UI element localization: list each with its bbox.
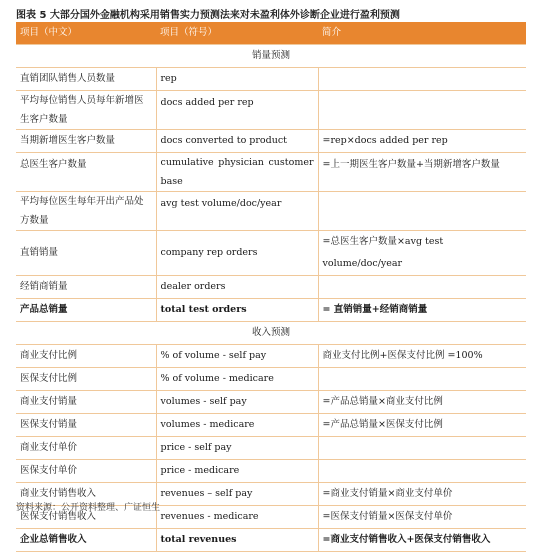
cell-description: =医保支付销量×医保支付单价 — [318, 506, 526, 529]
cell-chinese: 经销商销量 — [16, 276, 156, 299]
cell-symbol: total revenues — [156, 529, 318, 552]
cell-description: =商业支付销售收入+医保支付销售收入 — [318, 529, 526, 552]
cell-chinese: 平均每位销售人员每年新增医生客户数量 — [16, 91, 156, 130]
cell-symbol: docs converted to product — [156, 130, 318, 153]
cell-chinese: 商业支付销售收入 — [16, 483, 156, 506]
cell-chinese: 平均每位医生每年开出产品处方数量 — [16, 192, 156, 231]
cell-chinese: 直销团队销售人员数量 — [16, 68, 156, 91]
cell-symbol: price - medicare — [156, 460, 318, 483]
cell-description — [318, 368, 526, 391]
table-row — [16, 153, 526, 192]
cell-symbol: docs added per rep — [156, 91, 318, 130]
section-label-sales: 销量预测 — [16, 45, 526, 68]
cell-chinese: 总医生客户数量 — [16, 153, 156, 192]
cell-chinese: 医保支付销量 — [16, 414, 156, 437]
cell-description — [318, 437, 526, 460]
cell-symbol: price - self pay — [156, 437, 318, 460]
cell-symbol: % of volume - self pay — [156, 345, 318, 368]
table-row — [16, 130, 526, 153]
cell-chinese: 直销销量 — [16, 231, 156, 276]
header-symbol-item: 项目（符号） — [156, 22, 318, 45]
table-row — [16, 460, 526, 483]
cell-chinese: 医保支付单价 — [16, 460, 156, 483]
cell-symbol: cumulative physician customer base — [156, 153, 318, 192]
cell-description — [318, 460, 526, 483]
cell-chinese: 医保支付销售收入 — [16, 506, 156, 529]
cell-description — [318, 91, 526, 130]
cell-description: =产品总销量×商业支付比例 — [318, 391, 526, 414]
table-row — [16, 437, 526, 460]
header-description: 简介 — [318, 22, 526, 45]
cell-description — [318, 192, 526, 231]
cell-chinese: 企业总销售收入 — [16, 529, 156, 552]
forecast-table — [16, 22, 526, 552]
figure-title: 图表 5 大部分国外金融机构采用销售实力预测法来对未盈利体外诊断企业进行盈利预测 — [16, 10, 400, 21]
cell-symbol: revenues - medicare — [156, 506, 318, 529]
cell-chinese: 商业支付单价 — [16, 437, 156, 460]
table-header-row — [16, 22, 526, 45]
cell-description: =上一期医生客户数量+当期新增客户数量 — [318, 153, 526, 192]
cell-symbol: dealer orders — [156, 276, 318, 299]
cell-description — [318, 68, 526, 91]
section-row-revenue — [16, 322, 526, 345]
cell-symbol: revenues – self pay — [156, 483, 318, 506]
table-row — [16, 68, 526, 91]
cell-symbol: % of volume - medicare — [156, 368, 318, 391]
source-note: 资料来源：公开资料整理、广证恒生 — [16, 503, 161, 513]
table-row — [16, 299, 526, 322]
cell-description: =rep×docs added per rep — [318, 130, 526, 153]
cell-chinese: 当期新增医生客户数量 — [16, 130, 156, 153]
cell-symbol: total test orders — [156, 299, 318, 322]
section-row-sales — [16, 45, 526, 68]
cell-symbol: volumes - self pay — [156, 391, 318, 414]
cell-description — [318, 276, 526, 299]
cell-description: = 直销销量+经销商销量 — [318, 299, 526, 322]
cell-chinese: 医保支付比例 — [16, 368, 156, 391]
table-row — [16, 368, 526, 391]
cell-chinese: 产品总销量 — [16, 299, 156, 322]
cell-symbol: avg test volume/doc/year — [156, 192, 318, 231]
cell-symbol: volumes - medicare — [156, 414, 318, 437]
cell-symbol: rep — [156, 68, 318, 91]
table-row — [16, 276, 526, 299]
cell-description: 商业支付比例+医保支付比例 =100% — [318, 345, 526, 368]
table-row — [16, 345, 526, 368]
cell-description: =产品总销量×医保支付比例 — [318, 414, 526, 437]
header-chinese-item: 项目（中文） — [16, 22, 156, 45]
table-row — [16, 192, 526, 231]
cell-chinese: 商业支付比例 — [16, 345, 156, 368]
cell-chinese: 商业支付销量 — [16, 391, 156, 414]
table-row — [16, 91, 526, 130]
table-row — [16, 414, 526, 437]
section-label-revenue: 收入预测 — [16, 322, 526, 345]
cell-symbol: company rep orders — [156, 231, 318, 276]
table-row — [16, 391, 526, 414]
cell-description: =商业支付销量×商业支付单价 — [318, 483, 526, 506]
table-row — [16, 231, 526, 276]
cell-description: =总医生客户数量×avg test volume/doc/year — [318, 231, 526, 276]
table-row — [16, 529, 526, 552]
